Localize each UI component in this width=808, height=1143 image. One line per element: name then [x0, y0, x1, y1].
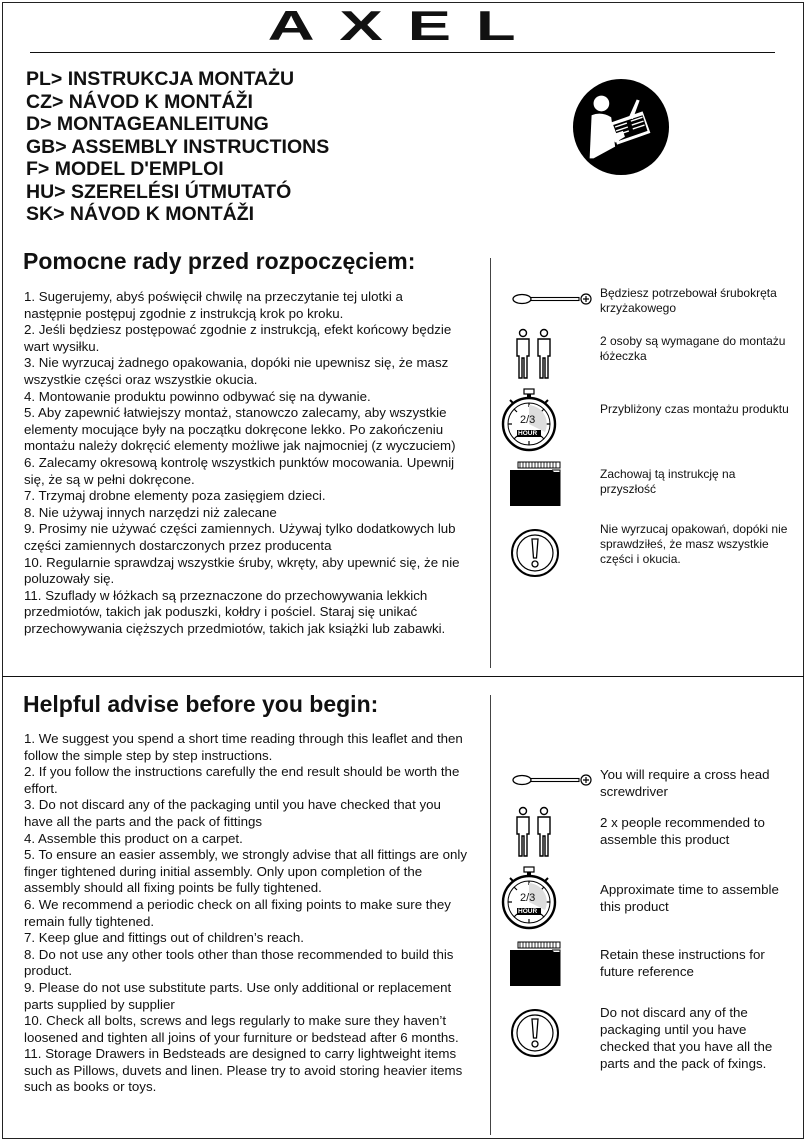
pl-tip-people: 2 osoby są wymagane do montażu łóżeczka	[600, 334, 786, 363]
title-de: D> MONTAGEANLEITUNG	[26, 113, 269, 135]
title-hu: HU> SZERELÉSI ÚTMUTATÓ	[26, 180, 292, 203]
list-item: 8. Do not use any other tools other than those recommended to build this product.	[24, 946, 454, 979]
pl-tip-retain: Zachowaj tą instrukcję na przyszłość	[600, 467, 736, 496]
list-item: 1. We suggest you spend a short time reading through this leaflet and then follow the simple step by step instructions.	[24, 731, 463, 763]
title-cz: CZ> NÁVOD K MONTÁŽI	[26, 90, 253, 113]
en-rules-list	[24, 731, 472, 1096]
brand-logo: AXEL	[267, 2, 541, 49]
list-item: 6. We recommend a periodic check on all fixing points to make sure they remain fully tightened.	[24, 896, 451, 929]
title-pl: PL> INSTRUKCJA MONTAŻU	[26, 68, 295, 90]
list-item: 10. Check all bolts, screws and legs regularly to make sure they haven’t loosened and tighten all joins of your furniture or bedstead after 6 months.	[24, 1013, 459, 1045]
pl-column-divider	[490, 258, 491, 668]
two-people-icon	[513, 806, 555, 858]
screwdriver-icon	[512, 290, 594, 308]
list-item: 2. Jeśli będziesz postępować zgodnie z instrukcją, efekt końcowy będzie wart wysiłku.	[24, 322, 452, 354]
pl-rules-list	[24, 289, 464, 637]
title-sk: SK> NÁVOD K MONTÁŽI	[26, 203, 255, 225]
read-instructions-icon	[572, 78, 670, 176]
list-item: 3. Do not discard any of the packaging until you have checked that you have all the parts and the pack of fittings	[24, 797, 441, 829]
list-item: 5. To ensure an easier assembly, we strongly advise that all fittings are only finger tightened during initial assembly. Only upon completion of the assembly should all fixing points be fully tightened.	[24, 847, 467, 896]
stopwatch-unit: HOUR	[518, 430, 538, 437]
pl-heading: Pomocne rady przed rozpoczęciem:	[23, 248, 416, 274]
pl-tip-packaging: Nie wyrzucaj opakowań, dopóki nie sprawdziłeś, że masz wszystkie części i okucia.	[600, 522, 788, 566]
list-item: 10. Regularnie sprawdzaj wszystkie śruby, wkręty, aby upewnić się, że nie poluzowały się.	[24, 554, 460, 587]
en-tip-people: 2 x people recommended to assemble this product	[600, 815, 765, 847]
en-column-divider	[490, 695, 491, 1135]
list-item: 11. Szuflady w łóżkach są przeznaczone do przechowywania lekkich przedmiotów, takich jak poduszki, kołdry i pościel. Staraj się unikać przechowywania cięższych przedmiotów, takich jak książki lub zabawki.	[24, 587, 446, 636]
list-item: 8. Nie używaj innych narzędzi niż zalecane	[24, 504, 277, 520]
en-tip-screwdriver: You will require a cross head screwdriver	[600, 767, 770, 799]
list-item: 1. Sugerujemy, abyś poświęcił chwilę na przeczytanie tej ulotki a następnie postępuj zgodnie z instrukcją krok po kroku.	[24, 289, 403, 321]
list-item: 7. Keep glue and fittings out of children’s reach.	[24, 930, 304, 946]
two-people-icon	[513, 328, 555, 380]
warning-exclamation-icon	[510, 1008, 560, 1058]
folder-icon	[508, 460, 562, 508]
header-rule	[30, 52, 775, 53]
list-item: 4. Assemble this product on a carpet.	[24, 830, 243, 846]
list-item: 4. Montowanie produktu powinno odbywać się na dywanie.	[24, 388, 371, 404]
section-divider	[2, 676, 804, 677]
title-gb: GB> ASSEMBLY INSTRUCTIONS	[26, 135, 330, 158]
list-item: 7. Trzymaj drobne elementy poza zasięgiem dzieci.	[24, 488, 326, 504]
en-tip-packaging: Do not discard any of the packaging until you have checked that you have all the parts and the pack of fxings.	[600, 1005, 773, 1071]
list-item: 3. Nie wyrzucaj żadnego opakowania, dopóki nie upewnisz się, że masz wszystkie części oraz wszystkie okucia.	[24, 355, 449, 387]
stopwatch-fraction: 2/3	[520, 414, 536, 426]
list-item: 6. Zalecamy okresową kontrolę wszystkich punktów mocowania. Upewnij się, że są w pełni dokręcone.	[24, 454, 455, 487]
stopwatch-icon	[500, 388, 558, 452]
pl-tip-time: Przybliżony czas montażu produktu	[600, 402, 789, 416]
language-titles	[26, 68, 329, 226]
folder-icon	[508, 940, 562, 988]
en-tip-time: Approximate time to assemble this product	[600, 882, 779, 914]
title-fr: F> MODEL D'EMPLOI	[26, 158, 224, 180]
list-item: 11. Storage Drawers in Bedsteads are designed to carry lightweight items such as Pillows, duvets and linen. Please try to avoid storing heavier items such as books or toys.	[24, 1046, 463, 1095]
en-heading: Helpful advise before you begin:	[23, 691, 379, 717]
list-item: 5. Aby zapewnić łatwiejszy montaż, stanowczo zalecamy, aby wszystkie elementy mocujące były na początku dokręcone lekko. Po zakończeniu montażu należy dokręcić elementy możliwe jak najmocniej (z wyczuciem)	[24, 405, 456, 454]
list-item: 2. If you follow the instructions carefully the end result should be worth the effort.	[24, 764, 460, 796]
stopwatch-fraction: 2/3	[520, 892, 536, 904]
warning-exclamation-icon	[510, 528, 560, 578]
list-item: 9. Please do not use substitute parts. Use only additional or replacement parts supplied by supplier	[24, 979, 452, 1012]
stopwatch-unit: HOUR	[518, 908, 538, 915]
en-tip-retain: Retain these instructions for future reference	[600, 947, 765, 979]
screwdriver-icon	[512, 771, 594, 789]
pl-tip-screwdriver: Będziesz potrzebował śrubokręta krzyżakowego	[600, 286, 777, 315]
stopwatch-icon	[500, 866, 558, 930]
list-item: 9. Prosimy nie używać części zamiennych. Używaj tylko dodatkowych lub części zamiennych dostarczonych przez producenta	[24, 521, 456, 553]
